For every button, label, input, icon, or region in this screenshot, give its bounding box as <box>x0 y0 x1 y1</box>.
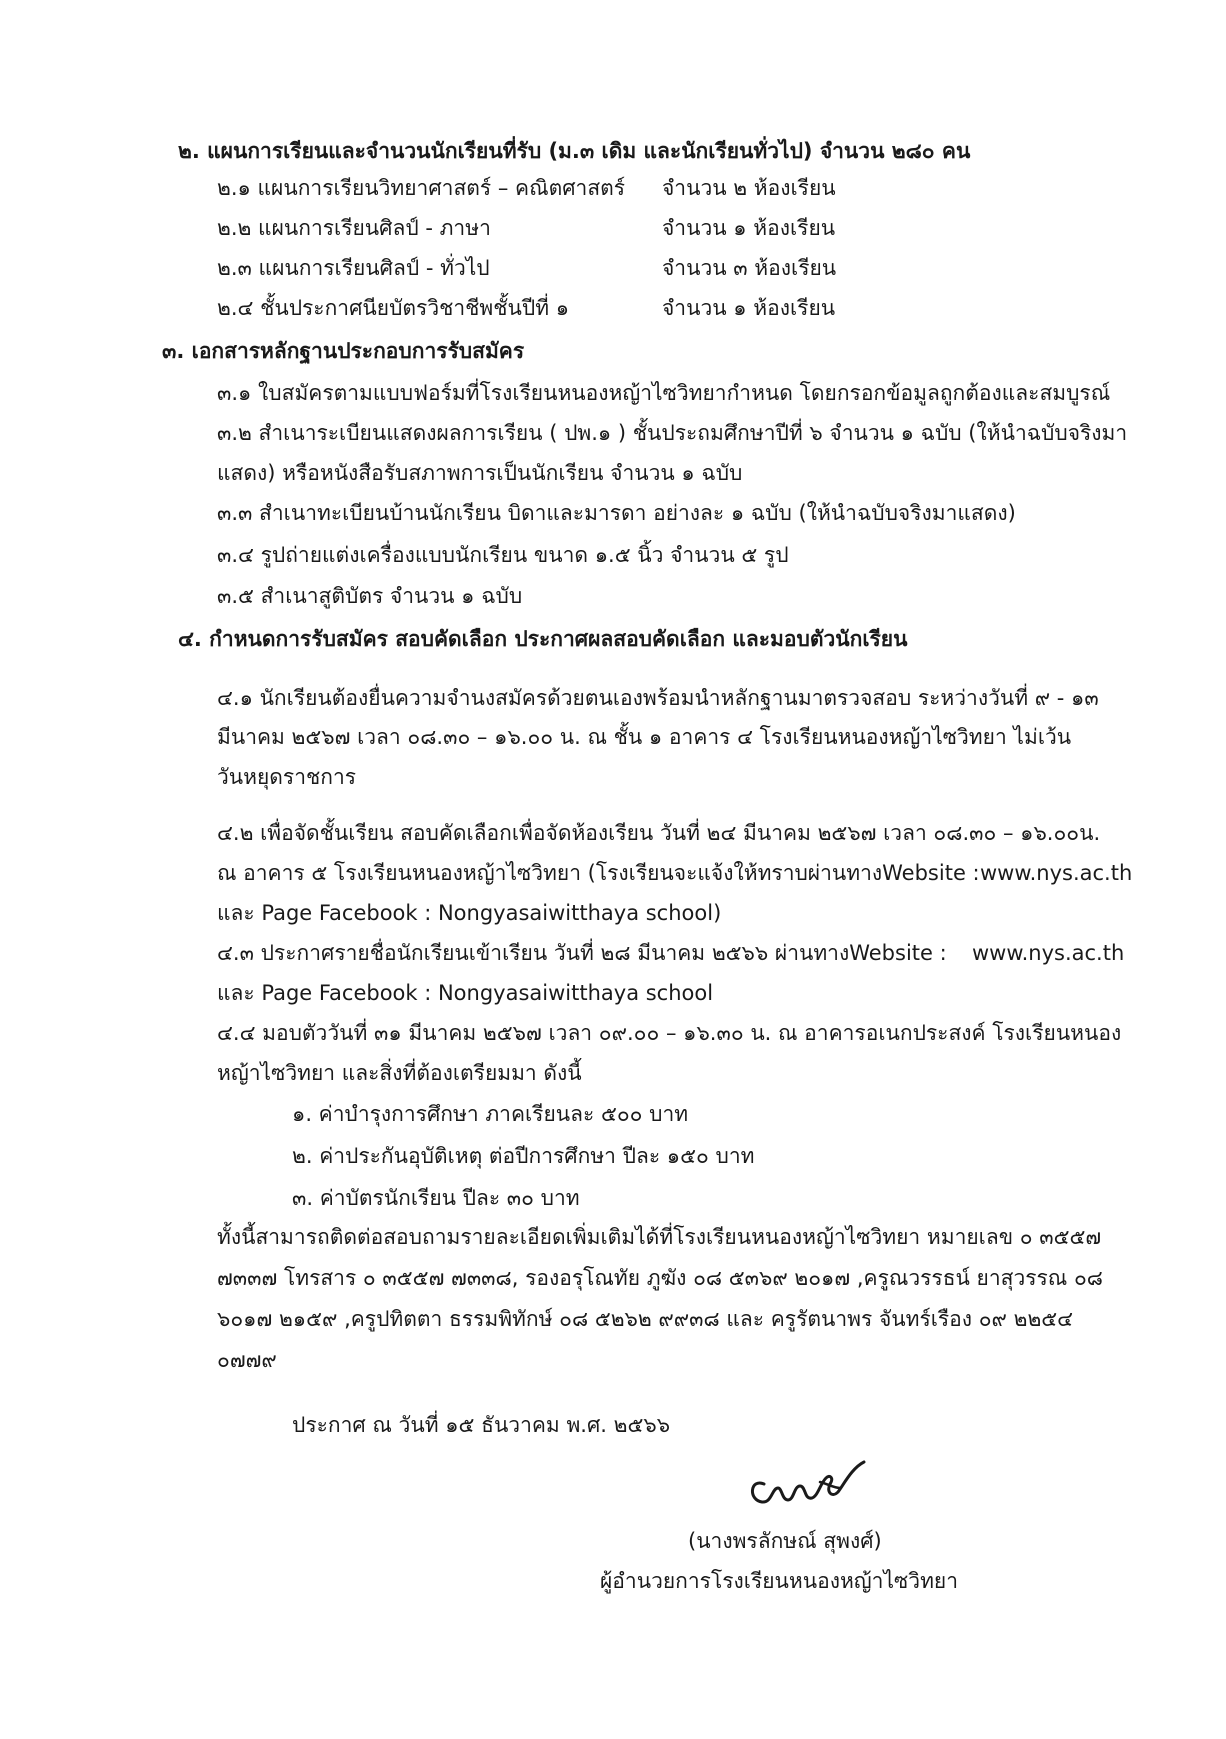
fee-item-1: ๑. ค่าบำรุงการศึกษา ภาคเรียนละ ๕๐๐ บาท <box>292 1102 689 1126</box>
doc-3-3: ๓.๓ สำเนาทะเบียนบ้านนักเรียน บิดาและมารดา อย่างละ ๑ ฉบับ (ให้นำฉบับจริงมาแสดง) <box>217 501 1016 525</box>
contact-line-1: ทั้งนี้สามารถติดต่อสอบถามรายละเอียดเพิ่มเติมได้ที่โรงเรียนหนองหญ้าไซวิทยา หมายเลข ๐ ๓๕๕๗ <box>217 1225 1102 1249</box>
plan-2-2-label: ๒.๒ แผนการเรียนศิลป์ - ภาษา <box>217 216 491 240</box>
plan-2-2-quantity: จำนวน ๑ ห้องเรียน <box>662 216 836 240</box>
fee-item-3: ๓. ค่าบัตรนักเรียน ปีละ ๓๐ บาท <box>292 1186 580 1210</box>
contact-line-3: ๖๐๑๗ ๒๑๕๙ ,ครูปทิตตา ธรรมพิทักษ์ ๐๘ ๕๒๖๒ ๙๙๓๘ และ ครูรัตนาพร จันทร์เรือง ๐๙ ๒๒๕๔ <box>217 1307 1074 1331</box>
signature-icon <box>742 1448 872 1518</box>
doc-3-2-cont: แสดง) หรือหนังสือรับสภาพการเป็นนักเรียน จำนวน ๑ ฉบับ <box>217 461 743 485</box>
step-4-3-website-url: www.nys.ac.th <box>972 941 1125 965</box>
fee-item-2: ๒. ค่าประกันอุบัติเหตุ ต่อปีการศึกษา ปีละ ๑๕๐ บาท <box>292 1144 755 1168</box>
step-4-2-line-3: และ Page Facebook : Nongyasaiwitthaya school) <box>217 901 722 925</box>
doc-3-4: ๓.๔ รูปถ่ายแต่งเครื่องแบบนักเรียน ขนาด ๑.๕ นิ้ว จำนวน ๕ รูป <box>217 543 789 567</box>
doc-3-5: ๓.๕ สำเนาสูติบัตร จำนวน ๑ ฉบับ <box>217 584 523 608</box>
plan-2-4-label: ๒.๔ ชั้นประกาศนียบัตรวิชาชีพชั้นปีที่ ๑ <box>217 296 570 320</box>
plan-2-1-label: ๒.๑ แผนการเรียนวิทยาศาสตร์ – คณิตศาสตร์ <box>217 176 626 200</box>
step-4-4-line-2: หญ้าไซวิทยา และสิ่งที่ต้องเตรียมมา ดังนี้ <box>217 1061 582 1085</box>
contact-line-4: ๐๗๗๙ <box>217 1348 277 1372</box>
step-4-2-line-1: ๔.๒ เพื่อจัดชั้นเรียน สอบคัดเลือกเพื่อจัดห้องเรียน วันที่ ๒๔ มีนาคม ๒๕๖๗ เวลา ๐๘.๓๐ – ๑๖.๐๐น. <box>217 821 1101 845</box>
step-4-2-line-2: ณ อาคาร ๕ โรงเรียนหนองหญ้าไซวิทยา (โรงเรียนจะแจ้งให้ทราบผ่านทางWebsite : <box>217 861 980 885</box>
doc-3-2: ๓.๒ สำเนาระเบียนแสดงผลการเรียน ( ปพ.๑ ) ชั้นประถมศึกษาปีที่ ๖ จำนวน ๑ ฉบับ (ให้นำฉบับจริงมา <box>217 421 1128 445</box>
plan-2-3-label: ๒.๓ แผนการเรียนศิลป์ - ทั่วไป <box>217 256 490 280</box>
signer-title: ผู้อำนวยการโรงเรียนหนองหญ้าไซวิทยา <box>600 1569 959 1593</box>
step-4-1-line-3: วันหยุดราชการ <box>217 765 357 789</box>
announcement-date: ประกาศ ณ วันที่ ๑๕ ธันวาคม พ.ศ. ๒๕๖๖ <box>292 1413 671 1437</box>
section-3-heading: ๓. เอกสารหลักฐานประกอบการรับสมัคร <box>162 339 525 363</box>
step-4-1-line-2: มีนาคม ๒๕๖๗ เวลา ๐๘.๓๐ – ๑๖.๐๐ น. ณ ชั้น ๑ อาคาร ๔ โรงเรียนหนองหญ้าไซวิทยา ไม่เว้น <box>217 725 1072 749</box>
plan-2-3-quantity: จำนวน ๓ ห้องเรียน <box>662 256 837 280</box>
section-2-heading: ๒. แผนการเรียนและจำนวนนักเรียนที่รับ (ม.๓ เดิม และนักเรียนทั่วไป) จำนวน ๒๘๐ คน <box>178 139 971 163</box>
doc-3-1: ๓.๑ ใบสมัครตามแบบฟอร์มที่โรงเรียนหนองหญ้าไซวิทยากำหนด โดยกรอกข้อมูลถูกต้องและสมบูรณ์ <box>217 381 1111 405</box>
step-4-1-line-1: ๔.๑ นักเรียนต้องยื่นความจำนงสมัครด้วยตนเองพร้อมนำหลักฐานมาตรวจสอบ ระหว่างวันที่ ๙ - ๑๓ <box>217 686 1099 710</box>
plan-2-4-quantity: จำนวน ๑ ห้องเรียน <box>662 296 836 320</box>
step-4-3-line-2: และ Page Facebook : Nongyasaiwitthaya school <box>217 981 714 1005</box>
plan-2-1-quantity: จำนวน ๒ ห้องเรียน <box>662 176 836 200</box>
signer-name: (นางพรลักษณ์ สุพงศ์) <box>688 1529 882 1553</box>
step-4-2-website-url: www.nys.ac.th <box>980 861 1133 885</box>
contact-line-2: ๗๓๓๗ โทรสาร ๐ ๓๕๕๗ ๗๓๓๘, รองอรุโณทัย ภูฆัง ๐๘ ๕๓๖๙ ๒๐๑๗ ,ครูณวรรธน์ ยาสุวรรณ ๐๘ <box>217 1266 1103 1290</box>
step-4-3-line-1: ๔.๓ ประกาศรายชื่อนักเรียนเข้าเรียน วันที่ ๒๘ มีนาคม ๒๕๖๖ ผ่านทางWebsite : <box>217 941 947 965</box>
step-4-4-line-1: ๔.๔ มอบตัววันที่ ๓๑ มีนาคม ๒๕๖๗ เวลา ๐๙.๐๐ – ๑๖.๓๐ น. ณ อาคารอเนกประสงค์ โรงเรียนหนอง <box>217 1021 1122 1045</box>
section-4-heading: ๔. กำหนดการรับสมัคร สอบคัดเลือก ประกาศผลสอบคัดเลือก และมอบตัวนักเรียน <box>178 627 908 651</box>
